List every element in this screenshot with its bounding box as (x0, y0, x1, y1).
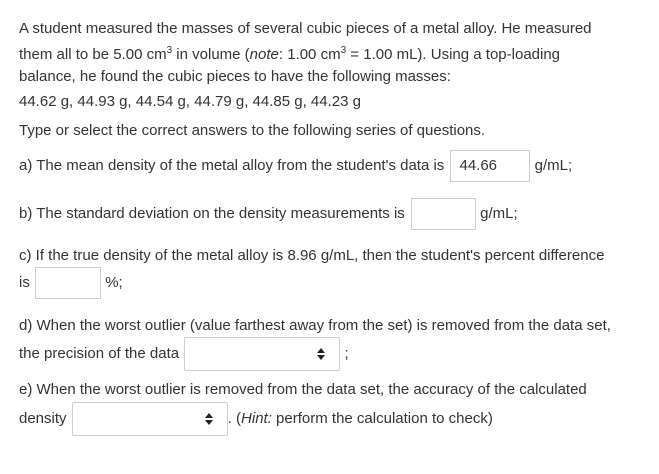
select-arrows-icon (317, 348, 325, 362)
question-d-text-2: the precision of the data (19, 344, 180, 362)
superscript-3: 3 (166, 45, 173, 56)
question-e-text-2: density (19, 409, 67, 427)
precision-selected (185, 332, 201, 355)
mass-list: 44.62 g, 44.93 g, 44.54 g, 44.79 g, 44.85 g, 44.23 g (19, 93, 361, 110)
mean-density-value: 44.66 (459, 157, 498, 174)
question-b-unit: g/mL; (480, 204, 518, 222)
question-d-after: ; (344, 344, 349, 362)
intro-line-2-d: = 1.00 mL). Using a top-loading (346, 46, 561, 63)
intro-line-3: balance, he found the cubic pieces to have the following masses: (19, 68, 451, 85)
std-dev-input[interactable] (411, 198, 476, 230)
mean-density-input[interactable] (450, 150, 530, 182)
intro-line-2-c: : 1.00 cm (278, 46, 341, 63)
question-a (19, 150, 572, 182)
question-e-after-a: . ( (227, 409, 242, 427)
percent-difference-value (36, 268, 100, 274)
percent-difference-input[interactable] (35, 267, 101, 299)
superscript-3-b: 3 (340, 45, 347, 56)
question-a-unit: g/mL; (534, 156, 573, 174)
question-c-text-2: is (19, 273, 30, 291)
question-e-line-2 (19, 402, 493, 436)
problem-intro (19, 18, 644, 88)
question-e-text: e) When the worst outlier is removed from the data set, the accuracy of the calculated (19, 381, 587, 398)
precision-select[interactable] (184, 337, 340, 371)
select-arrows-icon (205, 413, 213, 427)
question-c-line-1 (19, 247, 604, 264)
hint-label: Hint: (241, 409, 272, 427)
question-d-text: d) When the worst outlier (value farthest away from the set) is removed from the data set, (19, 317, 611, 334)
question-c-line-2 (19, 267, 123, 299)
instructions: Type or select the correct answers to the following series of questions. (19, 122, 486, 139)
question-b-text: b) The standard deviation on the density measurements is (19, 204, 405, 222)
note-label: note (249, 46, 279, 63)
question-e-line-1 (19, 381, 587, 398)
intro-line-2-a: them all to be 5.00 cm (19, 46, 167, 63)
intro-line-1: A student measured the masses of several cubic pieces of a metal alloy. He measured (19, 20, 592, 37)
question-e-after-b: perform the calculation to check) (271, 409, 493, 427)
intro-line-2-b: in volume ( (172, 46, 250, 63)
question-c-unit: %; (105, 273, 123, 291)
question-c-text: c) If the true density of the metal alloy is 8.96 g/mL, then the student's percent difference (19, 247, 605, 264)
question-a-text: a) The mean density of the metal alloy from the student's data is (19, 156, 445, 174)
question-b (19, 198, 518, 230)
accuracy-select[interactable] (72, 402, 228, 436)
accuracy-selected (73, 397, 89, 420)
question-d-line-1 (19, 317, 611, 334)
question-d-line-2 (19, 337, 349, 371)
std-dev-value (412, 199, 475, 205)
